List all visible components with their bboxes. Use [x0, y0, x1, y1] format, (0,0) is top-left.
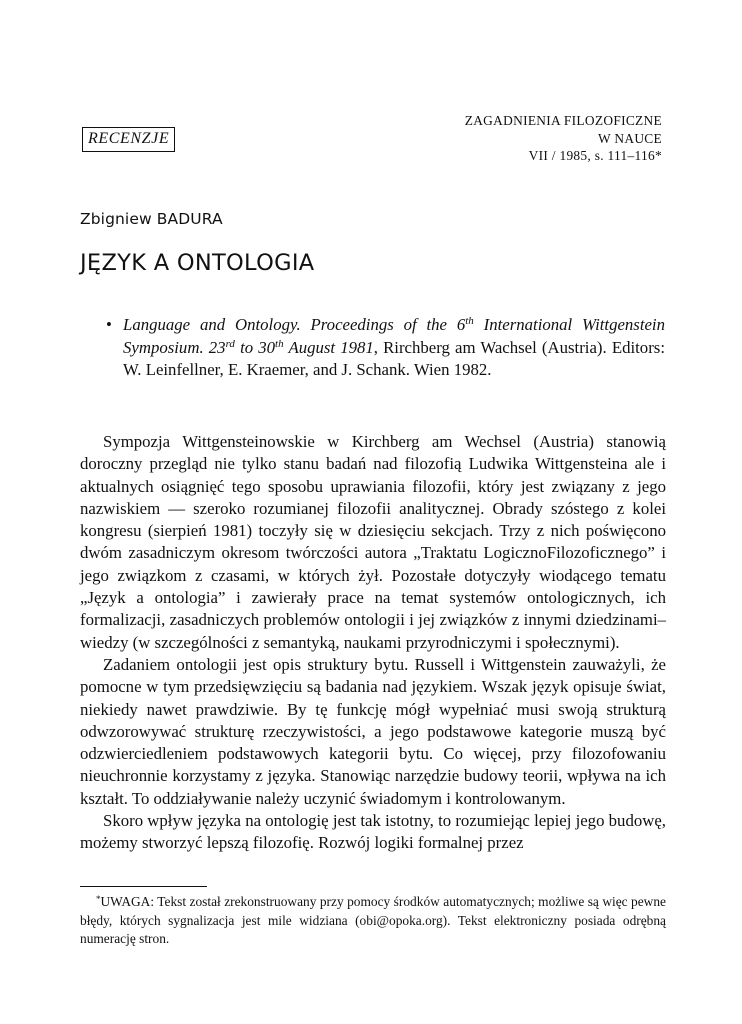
- author-last-name: BADURA: [156, 210, 223, 228]
- book-title-part1: Language and Ontology. Proceedings of the 6: [123, 315, 466, 334]
- author: [80, 210, 223, 228]
- footnote-mark: *: [96, 894, 101, 904]
- journal-info: [465, 112, 662, 165]
- footnote: [80, 893, 666, 949]
- section-label: RECENZJE: [82, 127, 175, 152]
- journal-name-line1: ZAGADNIENIA FILOZOFICZNE: [464, 113, 662, 128]
- article-title: JĘZYK A ONTOLOGIA: [80, 250, 315, 276]
- ordinal-suffix-1: th: [465, 315, 474, 327]
- paragraph: Zadaniem ontologii jest opis struktury bytu. Russell i Wittgenstein zauważyli, że pomocne w tym przedsięwzięciu są badania nad językiem. Wszak język opisuje świat, niekiedy nawet prawdziwie. By tę funkcję mógł wypełniać musi swoją strukturą odwzorowywać strukturę rzeczywistości, a jego podstawowe kategorie muszą być odzwierciedleniem podstawowych kategorii bytu. Co więcej, przy filozofowaniu nieuchronnie korzystamy z języka. Stanowiąc narzędzie budowy teorii, wpływa na ich kształt. To oddziaływanie należy uczynić świadomym i kontrolowanym.: [80, 654, 666, 808]
- paragraph: Sympozja Wittgensteinowskie w Kirchberg am Wechsel (Austria) stanowią doroczny przegląd nie tylko stanu badań nad filozofią Ludwika Wittgensteina ale i aktualnych osiągnięć tego sposobu uprawiania filozofii, który jest związany z jego nazwiskiem — szeroko rozumianej filozofii analitycznej. Obrady szóstego z kolei kongresu (sierpień 1981) toczyły się w dziesięciu sekcjach. Trzy z nich poświęcono dwóm zasadniczym okresom twórczości autora „Traktatu LogicznoFilozoficznego” i jego związkom z czasami, w których żył. Pozostałe dotyczyły wiodącego tematu „Język a ontologia” i zawierały prace na temat systemów ontologicznych, ich formalizacji, zasadniczych problemów ontologii i jej związków z innymi dziedzinami–wiedzy (w szczególności z semantyką, naukami przyrodniczymi i społecznymi).: [80, 432, 666, 652]
- footnote-rule: [80, 886, 207, 887]
- bibliography-text: [123, 314, 665, 382]
- author-first-name: Zbigniew: [80, 210, 152, 228]
- book-title-part4: August 1981: [283, 337, 374, 357]
- bibliography-entry: [106, 314, 665, 382]
- book-title-part3: to 30: [234, 337, 276, 357]
- ordinal-suffix-3: th: [275, 337, 284, 350]
- book-title-part2: International Wittgenstein Symposium. 23: [123, 315, 665, 357]
- publication-details: , Rirchberg am Wachsel (Austria). Editors: W. Leinfellner, E. Kraemer, and J. Schank. Wien 1982.: [123, 337, 665, 379]
- ordinal-suffix-2: rd: [225, 337, 235, 350]
- footnote-text: UWAGA: Tekst został zrekonstruowany przy pomocy środków automatycznych; możliwe są więc pewne błędy, których sygnalizacja jest mile widziana (obi@opoka.org). Tekst elektroniczny posiada odrębną numerację stron.: [80, 894, 666, 946]
- bullet-icon: •: [106, 315, 112, 334]
- journal-name-line2: W NAUCE: [598, 130, 662, 146]
- body-text: [80, 431, 666, 855]
- journal-issue: VII / 1985, s. 111–116*: [528, 148, 662, 163]
- paragraph: Skoro wpływ języka na ontologię jest tak istotny, to rozumiejąc lepiej jego budowę, możemy stworzyć lepszą filozofię. Rozwój logiki formalnej przez: [80, 811, 666, 853]
